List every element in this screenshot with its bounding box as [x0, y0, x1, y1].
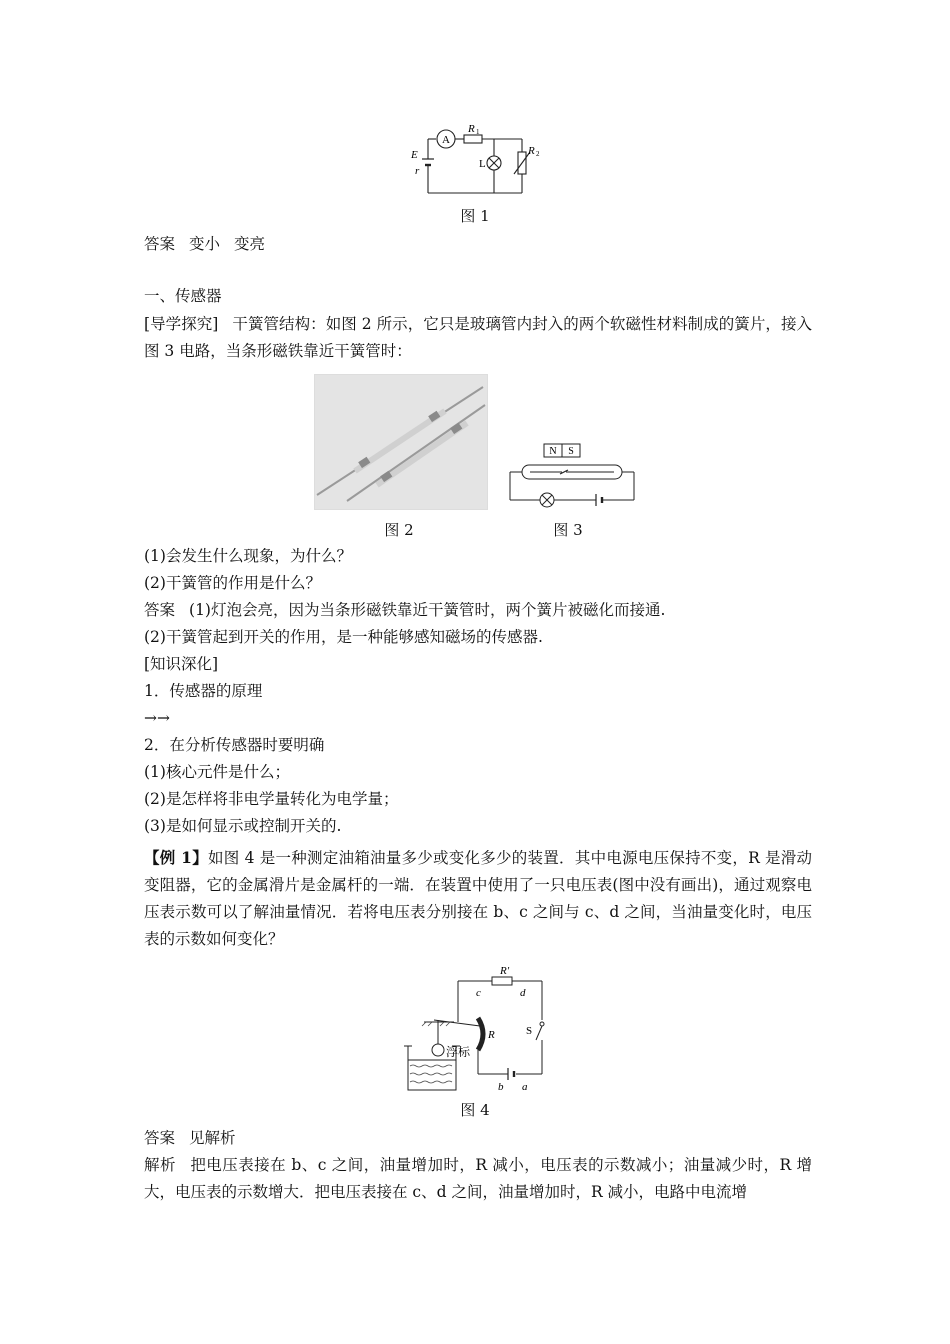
figure-3-circuit [502, 440, 642, 510]
analysis-label: 解析 [144, 1156, 176, 1174]
answer-label: 答案 [144, 601, 176, 619]
knowledge-item-1: 1．传感器的原理 [144, 682, 263, 700]
knowledge-point-3: (3)是如何显示或控制开关的. [144, 817, 342, 835]
example-text: 如图 4 是一种测定油箱油量多少或变化多少的装置．其中电源电压保持不变，R 是滑动变阻器，它的金属滑片是金属杆的一端．在装置中使用了一只电压表(图中没有画出)，通过观察电压表示数可以了解油量情况．若将电压表分别接在 b、c 之间与 c、d 之间，当油量变化时，电压表的示数如何变化？ [144, 849, 812, 948]
answer-label: 答案 [144, 1129, 176, 1147]
section-heading: 一、传感器 [144, 287, 222, 305]
principle-arrows: →→ [144, 709, 170, 727]
example-tag: 【例 1】 [144, 848, 208, 867]
oil-waves [410, 1065, 452, 1083]
answer-label: 答案 [144, 235, 176, 253]
switch-contact [540, 1022, 544, 1026]
ammeter-label: A [442, 134, 450, 146]
answer-3-text: 见解析 [189, 1129, 236, 1147]
float-label: 浮标 [446, 1045, 471, 1059]
answer-2-line-2: (2)干簧管起到开关的作用，是一种能够感知磁场的传感器. [144, 628, 543, 646]
lamp-label: L [479, 158, 486, 170]
answer-2-text-1: (1)灯泡会亮，因为当条形磁铁靠近干簧管时，两个簧片被磁化而接通. [189, 601, 666, 619]
guide-paragraph [144, 311, 812, 365]
resistor-r-prime [492, 977, 512, 985]
knowledge-tag: [知识深化] [144, 655, 219, 673]
figure-2-reed-switch-photo [314, 374, 488, 510]
terminal-d-label: d [520, 987, 526, 999]
figure-4-caption: 图 4 [460, 1101, 490, 1119]
figure-3-caption: 图 3 [553, 521, 583, 539]
figure-4-oil-gauge [404, 964, 550, 1096]
knowledge-item-2: 2．在分析传感器时要明确 [144, 736, 325, 754]
analysis-paragraph [144, 1152, 812, 1206]
north-pole-label: N [549, 446, 557, 457]
analysis-text: 把电压表接在 b、c 之间，油量增加时，R 减小，电压表的示数减小；油量减少时，R 增大，电压表的示数增大．把电压表接在 c、d 之间，油量增加时，R 减小，电路中电流增 [144, 1156, 812, 1201]
knowledge-point-2: (2)是怎样将非电学量转化为电学量； [144, 790, 399, 808]
emf-label: E [411, 149, 418, 161]
r1-label: R [468, 123, 475, 135]
terminal-a-label: a [522, 1081, 528, 1093]
answer-1-part-2: 变亮 [234, 235, 266, 253]
answer-3 [144, 1127, 236, 1149]
rheostat-label: R [488, 1029, 495, 1041]
rheostat-arc [478, 1018, 483, 1050]
internal-resistance-label: r [415, 165, 420, 177]
switch-label: S [526, 1025, 533, 1037]
answer-1-part-1: 变小 [189, 235, 221, 253]
south-pole-label: S [568, 446, 574, 457]
example-1-paragraph [144, 844, 812, 953]
guide-text: 干簧管结构：如图 2 所示，它只是玻璃管内封入的两个软磁性材料制成的簧片，接入图 3 电路，当条形磁铁靠近干簧管时： [144, 315, 812, 360]
knowledge-point-1: (1)核心元件是什么； [144, 763, 290, 781]
figure-1-caption: 图 1 [460, 207, 490, 225]
float-symbol [432, 1044, 444, 1056]
r2-label: R [528, 145, 535, 157]
answer-1 [144, 233, 265, 255]
terminal-c-label: c [476, 987, 481, 999]
question-2: (2)干簧管的作用是什么？ [144, 574, 321, 592]
guide-tag: [导学探究] [144, 315, 219, 333]
figure-1-circuit [400, 122, 560, 202]
switch-blade [536, 1026, 542, 1040]
answer-2-line-1 [144, 599, 665, 621]
terminal-b-label: b [498, 1081, 504, 1093]
r-prime-label: R′ [500, 965, 510, 977]
figure-2-caption: 图 2 [384, 521, 414, 539]
r1-subscript: 1 [476, 128, 480, 136]
r2-subscript: 2 [536, 150, 540, 158]
question-1: (1)会发生什么现象，为什么？ [144, 547, 352, 565]
resistor-r1 [464, 135, 482, 143]
